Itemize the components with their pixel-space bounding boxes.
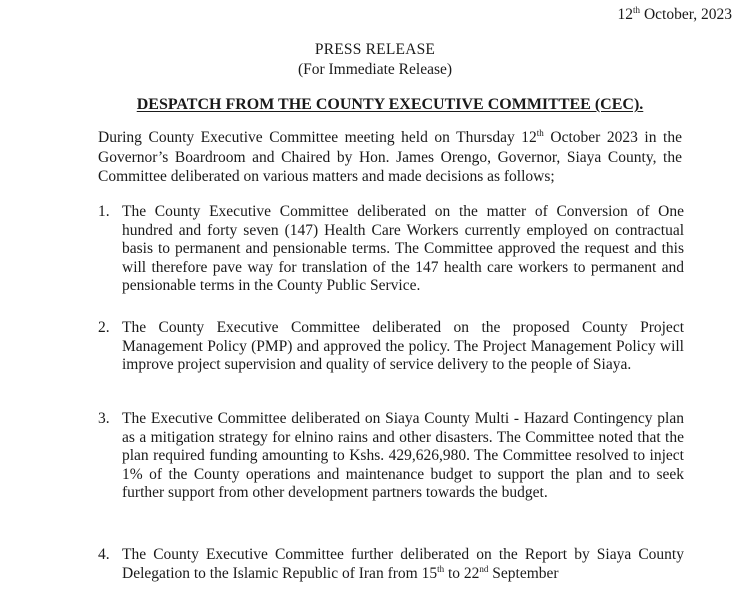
intro-sup: th [536,127,544,138]
list-item-number: 2. [98,319,110,336]
list-item-sup: nd [479,563,489,574]
intro-text-1: During County Executive Committee meeting held on Thursday 12 [98,129,537,146]
press-release-subtitle: (For Immediate Release) [297,61,453,78]
list-item [98,410,684,503]
list-item-number: 4. [98,546,110,563]
list-item-number: 1. [98,203,110,220]
list-item [98,546,684,583]
release-date [618,6,732,24]
list-item-text-part: to 22 [444,564,480,582]
list-item-text-part: September [488,564,559,582]
list-item-text: The County Executive Committee deliberated on the proposed County Project Management Policy (PMP) and approved the policy. The Project Management Policy will improve project supervision and quality of service delivery to the people of Siaya. [122,319,684,373]
list-item-number: 3. [98,410,110,427]
document-heading: DESPATCH FROM THE COUNTY EXECUTIVE COMMITTEE (CEC). [136,96,644,113]
list-item [98,319,684,375]
date-month-year: October, 2023 [640,6,732,23]
list-item-text [122,546,684,583]
date-day: 12 [617,6,634,23]
intro-text-2: October 2023 in the Governor’s Boardroom and Chaired by Hon. James Orengo, Governor, Siaya County, the Committee deliberated on various matters and made decisions as follows; [98,129,682,185]
intro-paragraph [98,128,682,187]
list-item-sup: th [437,563,445,574]
list-item [98,203,684,296]
list-item-text-part: The County Executive Committee further deliberated on the Report by Siaya County Delegation to the Islamic Republic of Iran from 15 [122,546,684,582]
date-suffix: th [633,4,641,15]
list-item-text: The Executive Committee deliberated on Siaya County Multi - Hazard Contingency plan as a mitigation strategy for elnino rains and other disasters. The Committee noted that the plan required funding amounting to Kshs. 429,626,980. The Committee resolved to inject 1% of the County operations and maintenance budget to support the plan and to seek further support from other development partners towards the budget. [122,410,684,501]
press-release-title: PRESS RELEASE [314,41,436,58]
list-item-text: The County Executive Committee deliberated on the matter of Conversion of One hundred and forty seven (147) Health Care Workers currently employed on contractual basis to permanent and pensionable terms. The Committee approved the request and this will therefore pave way for translation of the 147 health care workers to permanent and pensionable terms in the County Public Service. [122,203,684,294]
